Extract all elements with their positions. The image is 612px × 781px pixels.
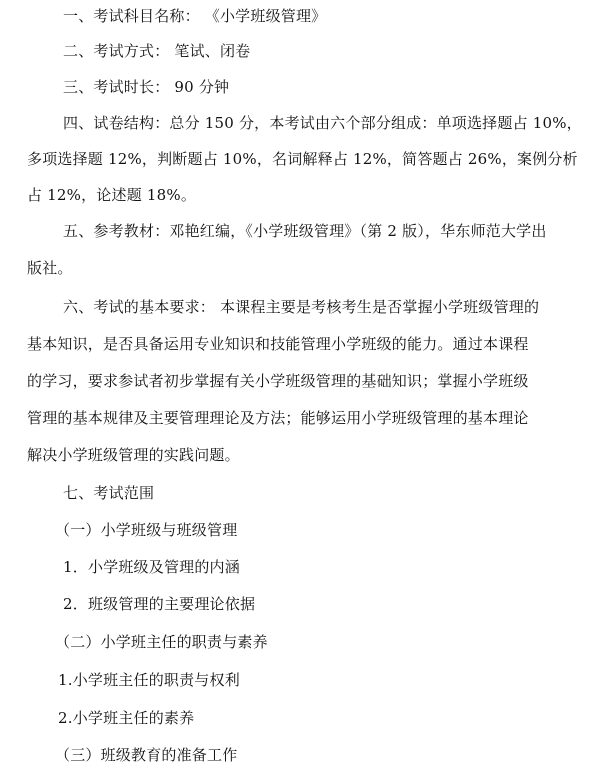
line-section-3-heading: （三）班级教育的准备工作 xyxy=(55,746,238,764)
line-textbook-1: 五、参考教材：邓艳红编，《小学班级管理》（第 2 版），华东师范大学出 xyxy=(63,222,547,240)
line-exam-scope-heading: 七、考试范围 xyxy=(63,484,155,502)
line-requirements-2: 基本知识，是否具备运用专业知识和技能管理小学班级的能力。通过本课程 xyxy=(27,335,529,353)
line-section-1-heading: （一）小学班级与班级管理 xyxy=(55,521,238,539)
line-requirements-1: 六、考试的基本要求： 本课程主要是考核考生是否掌握小学班级管理的 xyxy=(63,298,540,316)
line-paper-structure-1: 四、试卷结构：总分 150 分，本考试由六个部分组成：单项选择题占 10%， xyxy=(63,114,582,132)
line-paper-structure-2: 多项选择题 12%，判断题占 10%，名词解释占 12%，简答题占 26%，案例分析 xyxy=(27,150,578,168)
line-paper-structure-3: 占 12%，论述题 18%。 xyxy=(27,186,197,204)
line-section-1-item-2: 2．班级管理的主要理论依据 xyxy=(63,595,256,613)
line-section-2-heading: （二）小学班主任的职责与素养 xyxy=(55,633,268,651)
line-subject-name: 一、考试科目名称： 《小学班级管理》 xyxy=(63,7,327,25)
line-requirements-3: 的学习，要求参试者初步掌握有关小学班级管理的基础知识；掌握小学班级 xyxy=(27,372,529,390)
line-section-2-item-1: 1.小学班主任的职责与权利 xyxy=(58,671,240,689)
line-section-1-item-1: 1．小学班级及管理的内涵 xyxy=(63,558,240,576)
line-textbook-2: 版社。 xyxy=(27,259,73,277)
line-section-2-item-2: 2.小学班主任的素养 xyxy=(58,709,195,727)
line-requirements-5: 解决小学班级管理的实践问题。 xyxy=(27,446,240,464)
line-exam-method: 二、考试方式： 笔试、闭卷 xyxy=(63,42,251,60)
line-requirements-4: 管理的基本规律及主要管理理论及方法；能够运用小学班级管理的基本理论 xyxy=(27,409,529,427)
line-exam-duration: 三、考试时长： 90 分钟 xyxy=(63,78,230,96)
